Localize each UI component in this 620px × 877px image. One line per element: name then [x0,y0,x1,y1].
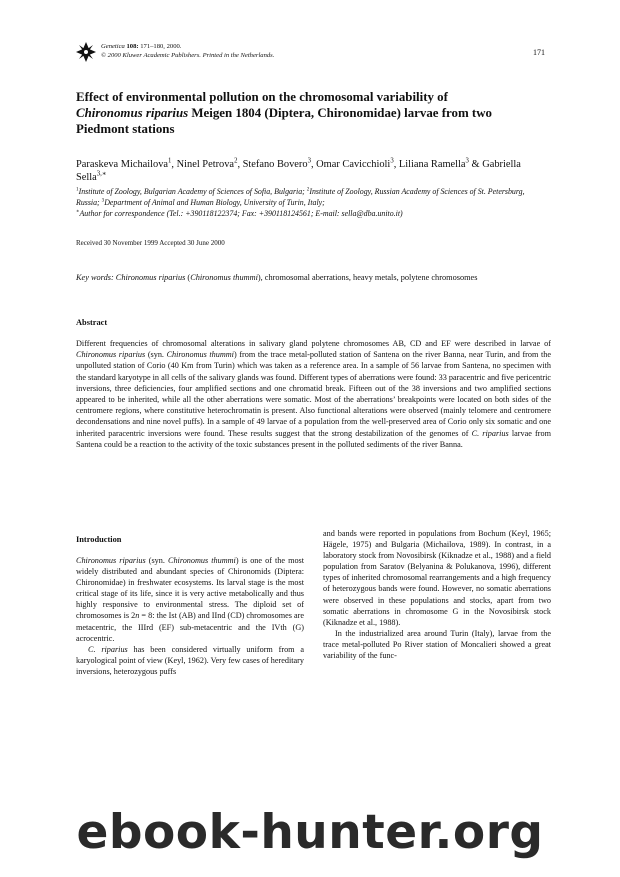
introduction-heading: Introduction [76,535,122,544]
keywords-label: Key words: [76,273,114,282]
intro-paragraph [76,555,304,644]
author-list [76,158,551,185]
author-sep: , [237,159,243,170]
author-sup: 2 [234,157,238,165]
intro-paragraph: and bands were reported in populations from Bochum (Keyl, 1965; Hägele, 1975) and Bulgaria (Michailova, 1989). In contrast, in a laboratory stock from Novosibirsk (Kiknadze et al., 1988) and a field population from Saratov (Belyanina & Polukanova, 1996), different types of inherited chromosomal rearrangements and a high frequency of heterozygous bands were found. However, no somatic aberrations were observed in these populations and stocks, apart from two somatic aberrations in chromosome G in the Novosibirsk stock (Kiknadze et al., 1988). [323,529,551,627]
body-text: ) is one of the most widely distributed and abundant species of Chironomids (Diptera: Chironomidae) in freshwater ecosystems. Its larval stage is the most critical stage of its life, since it is very active metabolically and thus highly responsive to environmental stress. The diploid set of chromosomes is 2 [76,556,305,621]
affiliation: Department of Animal and Human Biology, University of Turin, Italy; [104,197,325,207]
affiliation: Institute of Zoology, Russian Academy of Sciences of St. Petersburg, Russia; [76,187,525,207]
author-name: Gabriella Sella [76,159,521,184]
species-name: Chironomus riparius [76,556,146,565]
kluwer-logo-icon [76,42,96,62]
intro-paragraph: In the industrialized area around Turin (Italy), larvae from the trace metal-polluted Po River station of Moncalieri showed a great variability of the func- [323,628,551,661]
affil-sup: ∗ [76,207,80,214]
author-sup: 3 [307,157,311,165]
right-column [323,528,551,661]
journal-volume: 108: [126,43,139,50]
affil-sup: 2 [306,186,310,193]
math-variable: n [135,611,140,621]
journal-pages: 171–180, 2000. [140,43,182,50]
keyword-species: Chironomus riparius [115,273,186,282]
species-name: Chironomus thummi [166,350,234,360]
keyword-synonym: Chironomus thummi [190,273,258,282]
affiliation: Institute of Zoology, Bulgarian Academy of Sciences of Sofia, Bulgaria; [78,187,307,196]
watermark: ebook-hunter.org [76,805,544,860]
author-name: Ninel Petrova [176,159,235,170]
species-name: Chironomus riparius [76,350,146,360]
species-name: C. riparius [471,428,509,438]
abstract-text: larvae from Santena could be a reaction to the activity of the toxic substances present in the polluted sediments of the river Banna. [76,428,551,449]
title-species: Chironomus riparius [76,106,189,120]
abstract-body [76,338,551,450]
keyword-text: ( [185,273,191,282]
author-sup: 1 [168,157,172,165]
author-name: Omar Cavicchioli [316,159,391,170]
title-line-1: Effect of environmental pollution on the chromosomal variability of [76,90,448,104]
body-text: has been considered virtually uniform from a karyological point of view (Keyl, 1962). Very few cases of hereditary inversions, heterozygous puffs [76,644,304,676]
author-sup: 3,∗ [96,170,107,178]
affil-sup: 3 [101,197,105,204]
article-title [76,89,546,137]
abstract-text: (syn. [145,350,167,360]
author-sep: & [468,159,483,170]
left-column [76,555,304,677]
author-sep: , [310,159,317,170]
author-sep: , [393,159,399,170]
intro-paragraph [76,644,304,677]
author-name: Stefano Bovero [242,159,308,170]
author-sup: 3 [390,157,394,165]
author-sup: 3 [465,157,469,165]
copyright-line: © 2000 Kluwer Academic Publishers. Printed in the Netherlands. [101,52,275,59]
abstract-text: Different frequencies of chromosomal alterations in salivary gland polytene chromosomes AB, CD and EF were described in larvae of [76,339,551,348]
affiliations [76,187,546,219]
keyword-text: ), chromosomal aberrations, heavy metals, polytene chromosomes [257,273,478,282]
author-name: Liliana Ramella [398,159,466,170]
keywords [76,272,551,283]
abstract-heading: Abstract [76,318,108,327]
species-name: Chironomus thummi [168,556,236,565]
correspondence: Author for correspondence (Tel.: +390118122374; Fax: +390118124561; E-mail: sella@dba.unito.it) [79,208,403,218]
affil-sup: 1 [76,186,79,193]
abstract-text: ) from the trace metal-polluted station of Santena on the river Banna, near Turin, and from the unpolluted station of Corio (40 Km from Turin) which was taken as a reference area. In a sample of 56 larvae from Santena, no specimen with the standard karyotype in all cells of the salivary glands was found. Different types of aberrations were found: 33 paracentric and five pericentric inversions, three deficiencies, four amplified sections and one chromatid break. Fifteen out of the 38 inversions and two amplified sections appeared to be inherited, while all the other aberrations were somatic. Most of the aberrations’ breakpoints were located on both sides of the centromere regions, where constitutive heterochromatin is present. Also functional alterations were observed (mainly telomere and centromere decondensations and nine novel puffs). In a sample of 49 larvae of a population from the well-preserved area of Corio only six somatic and one inherited paracentric inversions were found. These results suggest that the strong destabilization of the genomes of [76,350,551,438]
body-text: (syn. [145,556,168,565]
page-number: 171 [533,48,545,57]
author-sep: , [171,159,177,170]
title-rest: Meigen 1804 (Diptera, Chironomidae) larvae from two Piedmont stations [76,106,492,136]
author-name: Paraskeva Michailova [76,159,169,170]
received-dates: Received 30 November 1999 Accepted 30 June 2000 [76,239,225,247]
journal-name: Genetica [101,43,125,50]
body-text: = 8: the Ist (AB) and IInd (CD) chromosomes are metacentric, the IIIrd (EF) sub-metacentric and the IVth (G) acrocentric. [76,611,304,643]
species-name: C. riparius [88,644,128,654]
journal-citation [101,43,181,52]
